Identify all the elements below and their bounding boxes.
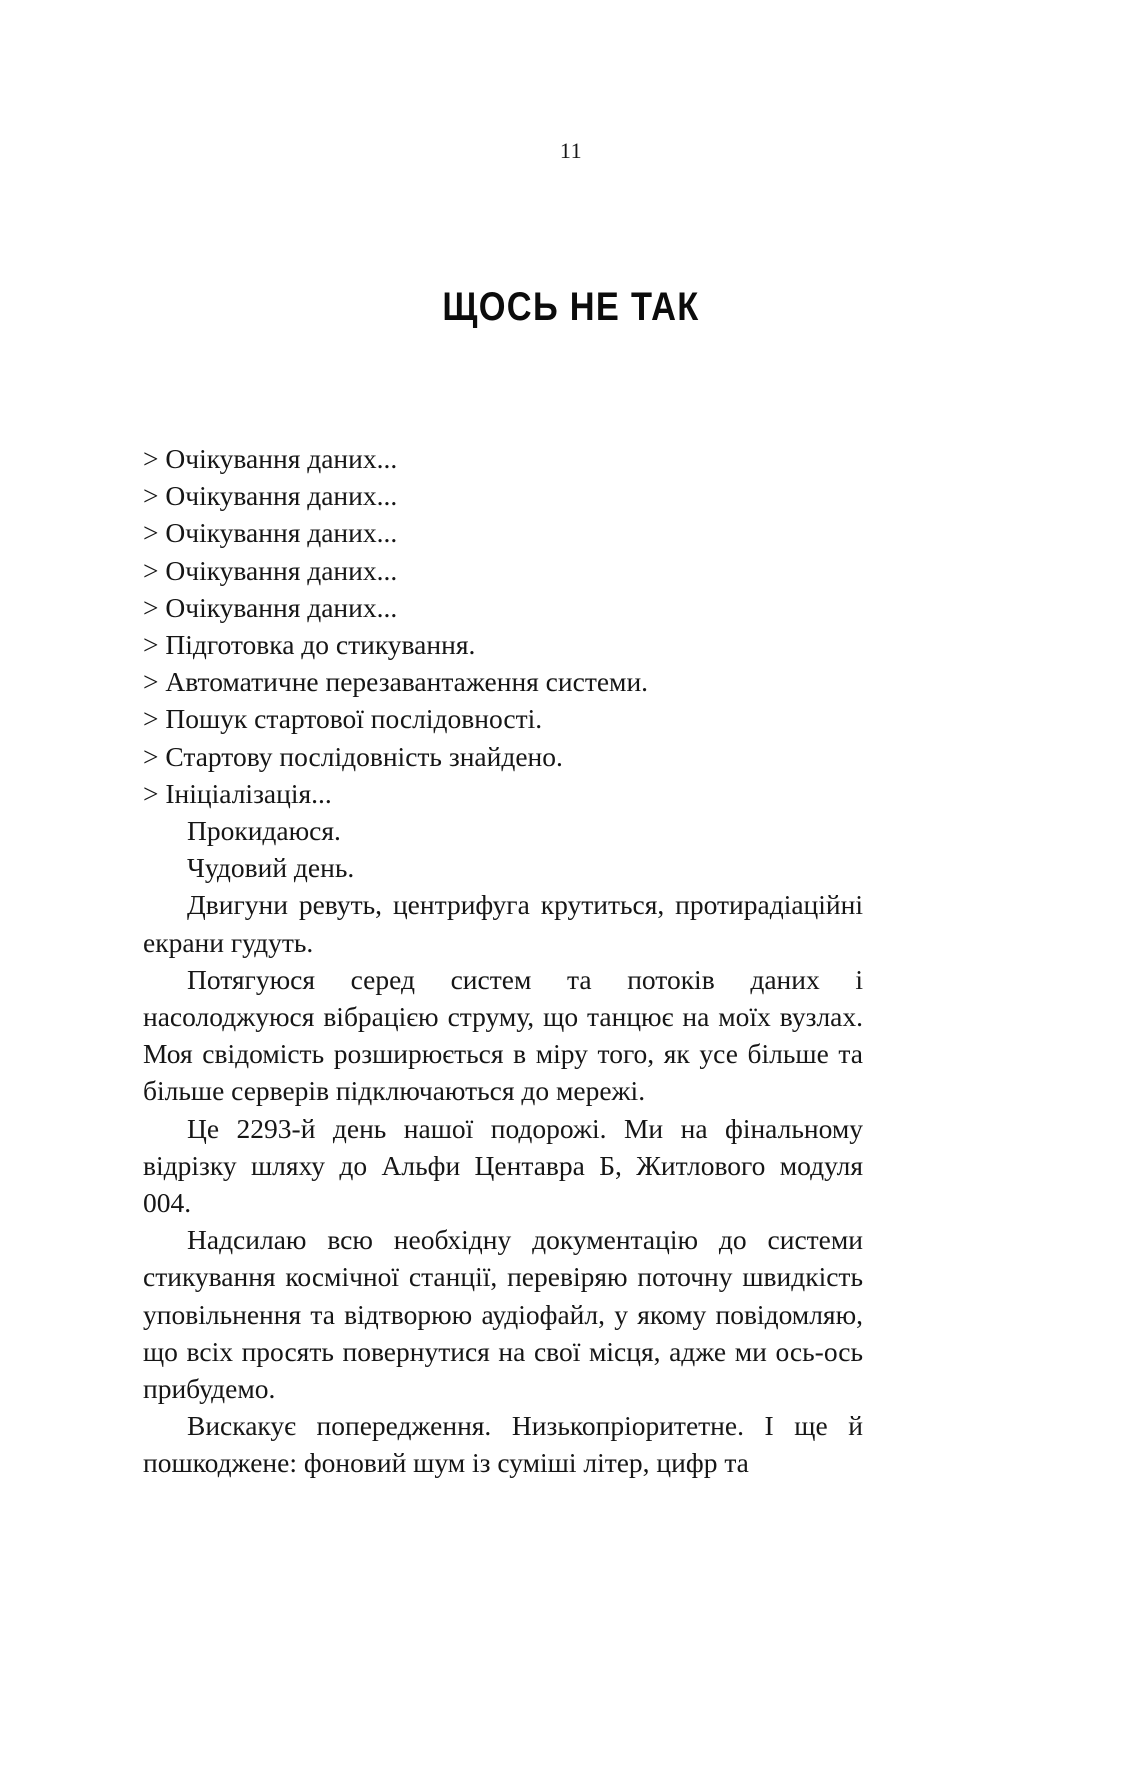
page-title: ЩОСЬ НЕ ТАК <box>442 284 700 329</box>
list-item: > Очікування даних... <box>143 443 398 474</box>
page-number: 11 <box>559 138 583 163</box>
list-item: > Очікування даних... <box>143 591 398 623</box>
paragraph: Надсилаю всю необхідну документацію до системи стикування космічної станції, перевіряю поточну швидкість уповільнення та відтворюю аудіофайл, у якому повідомляю, що всіх просять повернутися на свої місця, адже ми ось-ось прибудемо. <box>143 1224 863 1405</box>
paragraph: Вискакує попередження. Низькопріоритетне. І ще й пошкоджене: фоновий шум із суміші літер, цифр та <box>143 1410 863 1479</box>
page-body <box>143 440 863 1482</box>
terminal-log-list <box>143 440 863 812</box>
list-item: > Стартову послідовність знайдено. <box>143 740 563 772</box>
paragraph: Потягуюся серед систем та потоків даних і насолоджуюся вібрацією струму, що танцює на моїх вузлах. Моя свідомість розширюється в міру того, як усе більше та більше серверів підключаються до мережі. <box>143 963 863 1107</box>
list-item: > Очікування даних... <box>143 517 398 549</box>
list-item: > Ініціалізація... <box>143 777 332 809</box>
list-item: > Автоматичне перезавантаження системи. <box>143 666 649 698</box>
list-item: > Очікування даних... <box>143 554 398 586</box>
list-item: > Очікування даних... <box>143 480 398 512</box>
paragraph: Прокидаюся. <box>187 815 341 847</box>
paragraph: Це 2293-й день нашої подорожі. Ми на фінальному відрізку шляху до Альфи Центавра Б, Житлового модуля 004. <box>143 1112 863 1219</box>
paragraph: Двигуни ревуть, центрифуга крутиться, протирадіаційні екрани гудуть. <box>143 889 863 958</box>
list-item: > Пошук стартової послідовності. <box>143 703 543 735</box>
paragraph: Чудовий день. <box>187 852 355 884</box>
list-item: > Підготовка до стикування. <box>143 629 476 661</box>
